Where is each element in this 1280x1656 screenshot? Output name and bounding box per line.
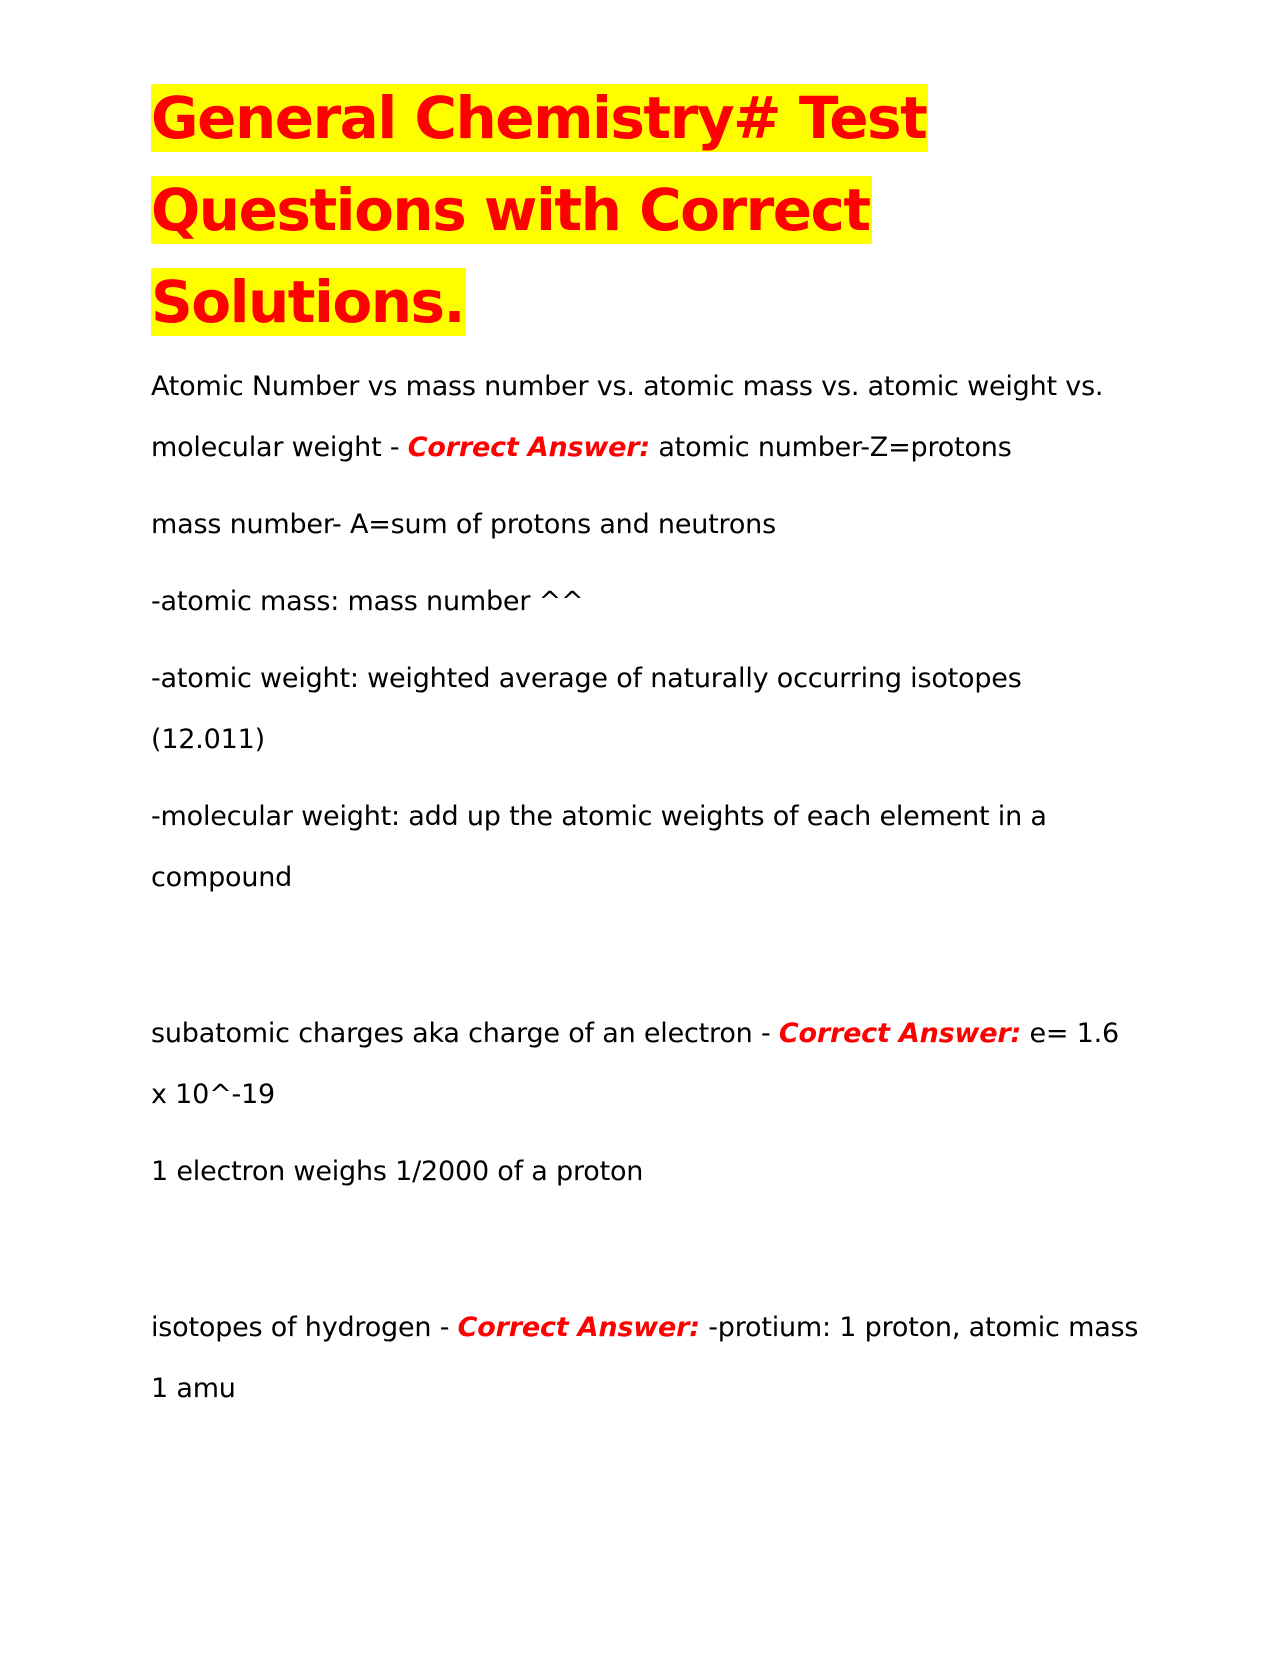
- document-title: [151, 72, 1141, 348]
- answer-3-text: -protium: 1 proton, atomic mass 1 amu: [151, 1312, 1139, 1404]
- question-3-text: isotopes of hydrogen -: [151, 1312, 458, 1343]
- correct-answer-label: Correct Answer:: [457, 1312, 700, 1343]
- correct-answer-label: Correct Answer:: [407, 432, 650, 463]
- answer-1-line-3: -atomic weight: weighted average of naturally occurring isotopes (12.011): [151, 663, 1022, 755]
- answer-2-text: e= 1.6 x 10^-19: [151, 1018, 1120, 1110]
- answer-1-line-4: -molecular weight: add up the atomic weights of each element in a compound: [151, 801, 1047, 893]
- title-highlight: General Chemistry# Test Questions with Correct Solutions.: [151, 84, 927, 336]
- answer-1-text: atomic number-Z=protons: [649, 432, 1012, 463]
- correct-answer-label: Correct Answer:: [778, 1018, 1022, 1049]
- question-2: [151, 1003, 1141, 1125]
- answer-1-line-2: -atomic mass: mass number ^^: [151, 586, 584, 617]
- document-page: [151, 72, 1141, 1419]
- question-2-text: subatomic charges aka charge of an electron -: [151, 1018, 779, 1049]
- question-1: [151, 356, 1141, 478]
- question-3: [151, 1297, 1141, 1419]
- answer-2-line-1: 1 electron weighs 1/2000 of a proton: [151, 1156, 644, 1187]
- question-1-text: Atomic Number vs mass number vs. atomic mass vs. atomic weight vs. molecular weight -: [151, 371, 1104, 463]
- answer-1-line-1: mass number- A=sum of protons and neutrons: [151, 509, 776, 540]
